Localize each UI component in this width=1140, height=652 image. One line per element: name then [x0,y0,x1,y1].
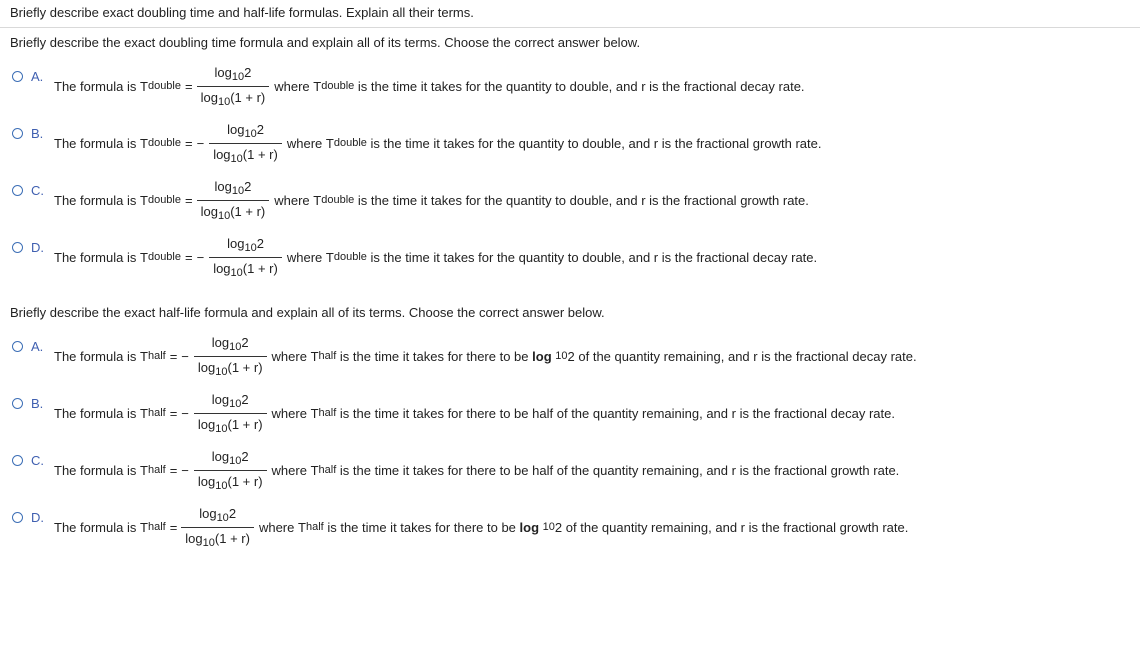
radio-button[interactable] [12,128,23,139]
rate-type: growth [839,519,879,535]
radio-button[interactable] [12,341,23,352]
variable-subscript: half [318,407,337,419]
log-argument: 2 [554,519,563,535]
log-text: log [213,260,231,276]
log-base: 10 [215,422,228,435]
log-base: 10 [217,95,231,108]
log-text: log [200,203,218,219]
log-base: 10 [217,209,231,222]
minus-sign: − [181,462,189,478]
variable-subscript: double [321,80,355,92]
equals-sign: = [185,78,193,94]
formula-fraction [194,392,267,435]
description: is the time it takes for the quantity to double, and r is the fractional [357,78,737,94]
variable-subscript: half [318,464,337,476]
equals-sign: = [185,135,193,151]
option-letter: C. [31,183,44,198]
where-text: where [258,519,295,535]
variable-T: T [310,348,319,364]
where-text: where [286,249,323,265]
option-text [54,232,817,282]
option-letter: A. [31,339,44,354]
description-start: is the time it takes for there to be [339,405,529,421]
log-text: log [227,235,245,251]
log-argument: 2 [244,178,252,194]
rate-type: decay [852,348,887,364]
rate-type: growth [740,192,780,208]
variable-subscript: half [147,407,166,419]
variable-subscript: half [147,521,166,533]
formula-prefix: The formula is [54,192,137,208]
description-end: of the quantity remaining, and r is the fractional [565,519,837,535]
variable-subscript: double [333,137,367,149]
equals-sign: = [169,405,178,421]
option-letter: A. [31,69,44,84]
option-text [54,388,895,438]
fraction-numerator [206,392,255,413]
radio-button[interactable] [12,455,23,466]
answer-option[interactable] [11,64,1131,119]
log-text: log [211,391,230,407]
equals-sign: = [169,348,178,364]
fraction-numerator [221,236,270,257]
log-text: log [197,473,216,489]
log-text: log [227,121,245,137]
rate-word: rate. [791,249,818,265]
formula-prefix: The formula is [54,78,137,94]
divider [0,27,1140,28]
fraction-numerator [209,179,258,200]
variable-T: T [325,135,334,151]
variable-subscript: double [147,137,181,149]
formula-prefix: The formula is [54,519,137,535]
fraction-numerator [206,335,255,356]
option-text [54,331,917,381]
equals-sign: = [185,249,193,265]
log-base: 10 [230,266,243,279]
variable-subscript: half [318,350,337,362]
rate-word: rate. [778,78,805,94]
option-text [54,118,821,168]
fraction-numerator [209,65,258,86]
description-end: of the quantity remaining, and r is the fractional [556,462,827,478]
variable-T: T [140,405,148,421]
variable-subscript: double [147,80,181,92]
question1-prompt: Briefly describe the exact doubling time formula and explain all of its terms. Choose the correct answer below. [10,35,641,50]
denominator-tail: (1 + r) [227,416,263,432]
log-argument: 2 [567,348,575,364]
variable-T: T [325,249,334,265]
log-base: 10 [244,241,257,254]
rate-word: rate. [795,135,822,151]
log-base: 10 [244,127,257,140]
log-text: log [197,359,216,375]
variable-T: T [140,78,148,94]
log-bold: log [532,348,552,364]
log-argument: 2 [256,121,264,137]
log-base: 10 [555,350,568,362]
denominator-tail: (1 + r) [227,473,263,489]
formula-prefix: The formula is [54,135,137,151]
formula-prefix: The formula is [54,249,137,265]
variable-T: T [313,192,322,208]
option-letter: B. [31,126,44,141]
description-start: is the time it takes for there to be [327,519,516,535]
log-argument: 2 [241,334,249,350]
log-base: 10 [542,521,555,533]
rate-type: decay [830,405,866,421]
option-letter: C. [31,453,44,468]
fraction-numerator [206,449,255,470]
variable-T: T [310,405,319,421]
log-argument: 2 [241,448,249,464]
variable-T: T [310,462,319,478]
variable-subscript: half [147,464,166,476]
log-base: 10 [215,479,228,492]
denominator-tail: (1 + r) [242,146,278,162]
log-base: 10 [229,340,242,353]
log-base: 10 [215,365,228,378]
variable-T: T [140,249,148,265]
fraction-denominator [209,143,282,165]
answer-option[interactable] [11,391,1131,446]
where-text: where [286,135,323,151]
minus-sign: − [181,348,189,364]
variable-subscript: double [321,194,355,206]
log-base: 10 [230,152,243,165]
description-start: is the time it takes for there to be [339,462,529,478]
description: is the time it takes for the quantity to double, and r is the fractional [370,249,750,265]
formula-fraction [194,335,267,378]
equals-sign: = [169,462,178,478]
description-end: of the quantity remaining, and r is the fractional [578,348,849,364]
where-text: where [274,78,310,94]
fraction-denominator [209,257,282,279]
log-bold: log [519,519,540,535]
fraction-denominator [194,413,267,435]
formula-fraction [209,122,282,165]
half-word: half [532,462,554,478]
radio-button[interactable] [12,71,23,82]
minus-sign: − [196,249,205,265]
description: is the time it takes for the quantity to double, and r is the fractional [357,192,737,208]
fraction-denominator [194,470,267,492]
where-text: where [271,405,307,421]
variable-subscript: double [147,251,181,263]
fraction-denominator [181,527,254,549]
option-text [54,175,809,225]
fraction-numerator [193,506,242,527]
radio-button[interactable] [12,242,23,253]
where-text: where [274,192,310,208]
option-text [54,502,908,552]
description: is the time it takes for the quantity to double, and r is the fractional [370,135,750,151]
log-text: log [185,530,203,546]
formula-prefix: The formula is [54,405,137,421]
variable-subscript: half [147,350,166,362]
option-text [54,445,899,495]
denominator-tail: (1 + r) [230,203,266,219]
log-base: 10 [229,397,242,410]
where-text: where [271,462,307,478]
log-text: log [200,89,218,105]
radio-button[interactable] [12,398,23,409]
denominator-tail: (1 + r) [230,89,266,105]
description-end: of the quantity remaining, and r is the fractional [556,405,827,421]
denominator-tail: (1 + r) [227,359,263,375]
log-text: log [211,448,230,464]
variable-subscript: double [333,251,367,263]
variable-T: T [313,78,322,94]
variable-T: T [140,192,148,208]
radio-button[interactable] [12,185,23,196]
log-text: log [199,505,217,521]
log-text: log [214,178,232,194]
answer-option[interactable] [11,334,1131,389]
half-word: half [532,405,554,421]
answer-option[interactable] [11,448,1131,503]
log-text: log [214,64,232,80]
minus-sign: − [196,135,205,151]
log-base: 10 [231,184,245,197]
description-start: is the time it takes for there to be [339,348,529,364]
rate-type: growth [830,462,870,478]
rate-type: growth [752,135,792,151]
rate-word: rate. [868,405,895,421]
minus-sign: − [181,405,189,421]
formula-fraction [194,449,267,492]
log-text: log [197,416,216,432]
answer-option[interactable] [11,235,1131,290]
option-text [54,61,805,111]
answer-option[interactable] [11,505,1131,560]
answer-option[interactable] [11,121,1131,176]
equals-sign: = [169,519,178,535]
log-argument: 2 [228,505,237,521]
fraction-denominator [197,200,270,222]
variable-subscript: half [305,521,324,533]
log-base: 10 [231,70,245,83]
denominator-tail: (1 + r) [214,530,250,546]
rate-word: rate. [873,462,900,478]
denominator-tail: (1 + r) [242,260,278,276]
option-letter: D. [31,510,44,525]
log-argument: 2 [244,64,252,80]
rate-word: rate. [882,519,909,535]
log-base: 10 [216,511,229,524]
formula-fraction [197,65,270,108]
where-text: where [271,348,307,364]
rate-type: decay [752,249,788,265]
rate-word: rate. [782,192,809,208]
log-argument: 2 [256,235,264,251]
option-letter: D. [31,240,44,255]
radio-button[interactable] [12,512,23,523]
question2-prompt: Briefly describe the exact half-life formula and explain all of its terms. Choose the correct answer below. [10,305,605,320]
page-title: Briefly describe exact doubling time and half-life formulas. Explain all their terms. [10,5,474,20]
variable-T: T [140,135,148,151]
formula-prefix: The formula is [54,462,137,478]
rate-type: decay [740,78,775,94]
fraction-denominator [197,86,270,108]
rate-word: rate. [890,348,917,364]
formula-fraction [181,506,254,549]
formula-fraction [197,179,270,222]
variable-T: T [298,519,306,535]
variable-T: T [140,519,148,535]
log-text: log [213,146,231,162]
option-letter: B. [31,396,44,411]
formula-fraction [209,236,282,279]
variable-subscript: double [147,194,181,206]
formula-prefix: The formula is [54,348,137,364]
equals-sign: = [185,192,193,208]
variable-T: T [140,462,148,478]
log-text: log [211,334,230,350]
answer-option[interactable] [11,178,1131,233]
fraction-numerator [221,122,270,143]
variable-T: T [140,348,148,364]
log-base: 10 [229,454,242,467]
log-argument: 2 [241,391,249,407]
log-base: 10 [202,536,215,549]
fraction-denominator [194,356,267,378]
